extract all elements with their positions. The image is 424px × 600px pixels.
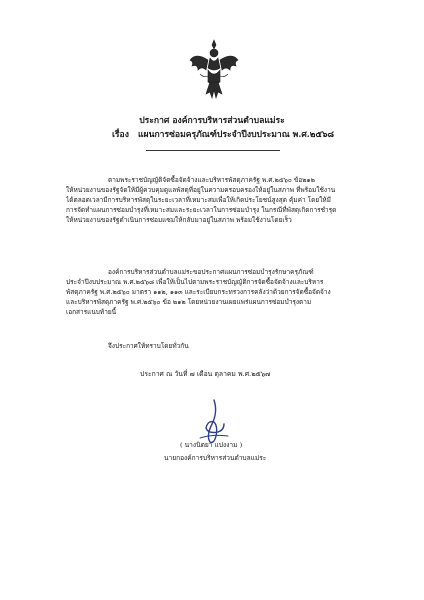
- paragraph-legal-basis: [66, 175, 366, 225]
- announcement-subject: [112, 127, 392, 141]
- date-line: ประกาศ ณ วันที่ ๗ เดือน ตุลาคม พ.ศ.๒๕๖๗: [140, 370, 271, 378]
- signer-name: ( นางนิตยา แปงงาม ): [180, 441, 243, 449]
- paragraph-line: องค์การบริหารส่วนตำบลแม่ระขอประกาศแผนการซ่อมบำรุงรักษาครุภัณฑ์: [108, 268, 314, 276]
- announcement-title: ประกาศ องค์การบริหารส่วนตำบลแม่ระ: [139, 116, 285, 126]
- paragraph-line: และบริหารพัสดุภาครัฐ พ.ศ.๒๕๖๐ ข้อ ๒๑๒ โดยหน่วยงานเผยแพร่แผนการซ่อมบำรุงตาม: [66, 298, 312, 306]
- closing-statement: [66, 341, 366, 351]
- garuda-emblem-icon: [186, 38, 242, 102]
- paragraph-line: ประจำปีงบประมาณ พ.ศ.๒๕๖๘ เพื่อให้เป็นไปตามพระราชบัญญัติการจัดซื้อจัดจ้างและบริหาร: [66, 278, 324, 286]
- paragraph-line: พัสดุภาครัฐ พ.ศ.๒๕๖๐ มาตรา ๑๑๒, ๑๑๓ และระเบียบกระทรวงการคลังว่าด้วยการจัดซื้อจัดจ้าง: [66, 288, 331, 296]
- paragraph-line: ตามพระราชบัญญัติจัดซื้อจัดจ้างและบริหารพัสดุภาครัฐ พ.ศ.๒๕๖๐ ข้อ๒๑๒: [108, 176, 315, 184]
- paragraph-line: ได้ตลอดเวลามีการบริหารพัสดุในระยะเวลาที่เหมาะสมเพื่อให้เกิดประโยชน์สูงสุด คุ้มค่า โดยให้มี: [66, 196, 331, 204]
- paragraph-announcement: [66, 267, 366, 317]
- subject-label: เรื่อง: [112, 130, 129, 140]
- paragraph-line: การจัดทำแผนการซ่อมบำรุงที่เหมาะสมและระยะเวลาในการซ่อมบำรุง ในกรณีที่พัสดุเกิดการชำรุด: [66, 206, 337, 214]
- title-divider: [146, 150, 280, 151]
- paragraph-line: เอกสารแนบท้ายนี้: [66, 308, 117, 316]
- signer-position: นายกองค์การบริหารส่วนตำบลแม่ระ: [164, 454, 267, 462]
- paragraph-line: ให้หน่วยงานของรัฐดำเนินการซ่อมแซมให้กลับมาอยู่ในสภาพ พร้อมใช้งานโดยเร็ว: [66, 216, 292, 224]
- closing-line: จึงประกาศให้ทราบโดยทั่วกัน: [108, 342, 189, 350]
- subject-text: แผนการซ่อมครุภัณฑ์ประจำปีงบประมาณ พ.ศ.๒๕๖๘: [138, 130, 335, 140]
- paragraph-line: ให้หน่วยงานของรัฐจัดให้มีผู้ควบคุมดูแลพัสดุที่อยู่ในความครอบครองให้อยู่ในสภาพ ที่พร้อมใช้งาน: [66, 186, 336, 194]
